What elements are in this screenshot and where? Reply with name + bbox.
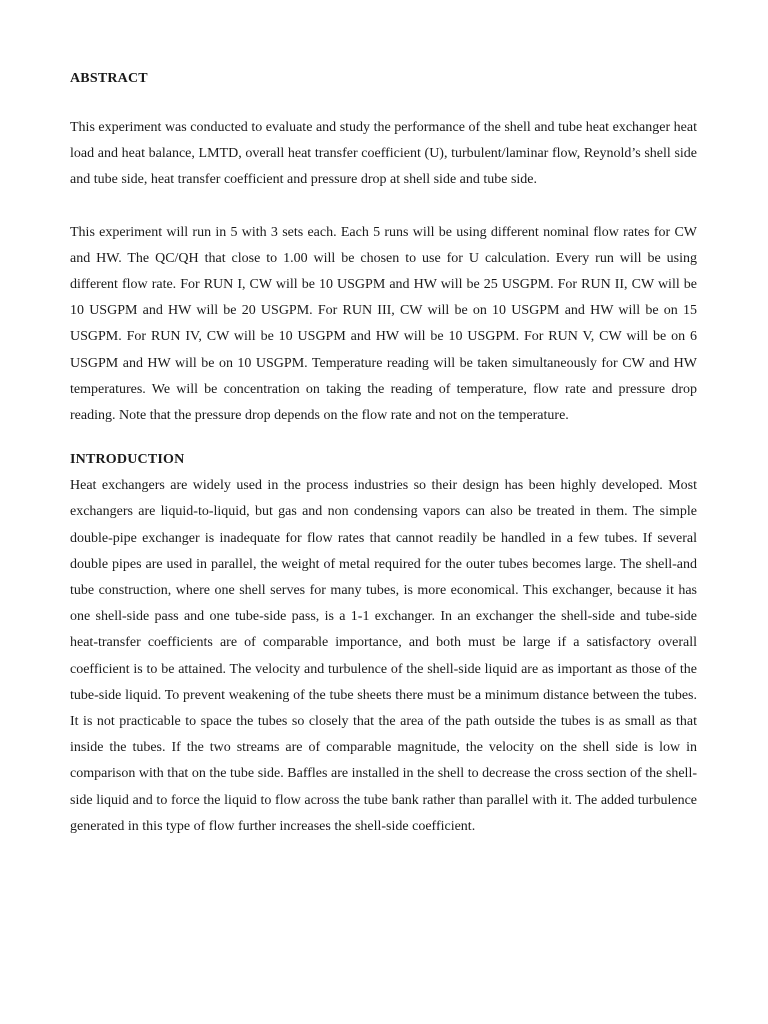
abstract-section	[70, 70, 697, 429]
introduction-heading: INTRODUCTION	[70, 452, 185, 468]
introduction-section	[70, 451, 697, 840]
abstract-paragraph: This experiment was conducted to evaluate and study the performance of the shell and tube heat exchanger heat load and heat balance, LMTD, overall heat transfer coefficient (U), turbulent/laminar flow, Reynold’s shell side and tube side, heat transfer coefficient and pressure drop at shell side and tube side.	[70, 120, 697, 188]
document-page	[70, 70, 697, 840]
introduction-paragraph: Heat exchangers are widely used in the process industries so their design has been highly developed. Most exchangers are liquid-to-liquid, but gas and non condensing vapors can also be treated in them. The simple double-pipe exchanger is inadequate for flow rates that cannot readily be handled in a few tubes. If several double pipes are used in parallel, the weight of metal required for the outer tubes becomes large. The shell-and tube construction, where one shell serves for many tubes, is more economical. This exchanger, because it has one shell-side pass and one tube-side pass, is a 1-1 exchanger. In an exchanger the shell-side and tube-side heat-transfer coefficients are of comparable importance, and both must be large if a satisfactory overall coefficient is to be attained. The velocity and turbulence of the shell-side liquid are as important as those of the tube-side liquid. To prevent weakening of the tube sheets there must be a minimum distance between the tubes. It is not practicable to space the tubes so closely that the area of the path outside the tubes is as small as that inside the tubes. If the two streams are of comparable magnitude, the velocity on the shell side is low in comparison with that on the tube side. Baffles are installed in the shell to decrease the cross section of the shell-side liquid and to force the liquid to flow across the tube bank rather than parallel with it. The added turbulence generated in this type of flow further increases the shell-side coefficient.	[70, 478, 697, 834]
abstract-heading: ABSTRACT	[70, 71, 148, 86]
abstract-paragraph: This experiment will run in 5 with 3 sets each. Each 5 runs will be using different nominal flow rates for CW and HW. The QC/QH that close to 1.00 will be chosen to use for U calculation. Every run will be using different flow rate. For RUN I, CW will be 10 USGPM and HW will be 25 USGPM. For RUN II, CW will be 10 USGPM and HW will be 20 USGPM. For RUN III, CW will be on 10 USGPM and HW will be on 15 USGPM. For RUN IV, CW will be 10 USGPM and HW will be 10 USGPM. For RUN V, CW will be on 6 USGPM and HW will be on 10 USGPM. Temperature reading will be taken simultaneously for CW and HW temperatures. We will be concentration on taking the reading of temperature, flow rate and pressure drop reading. Note that the pressure drop depends on the flow rate and not on the temperature.	[70, 224, 697, 424]
